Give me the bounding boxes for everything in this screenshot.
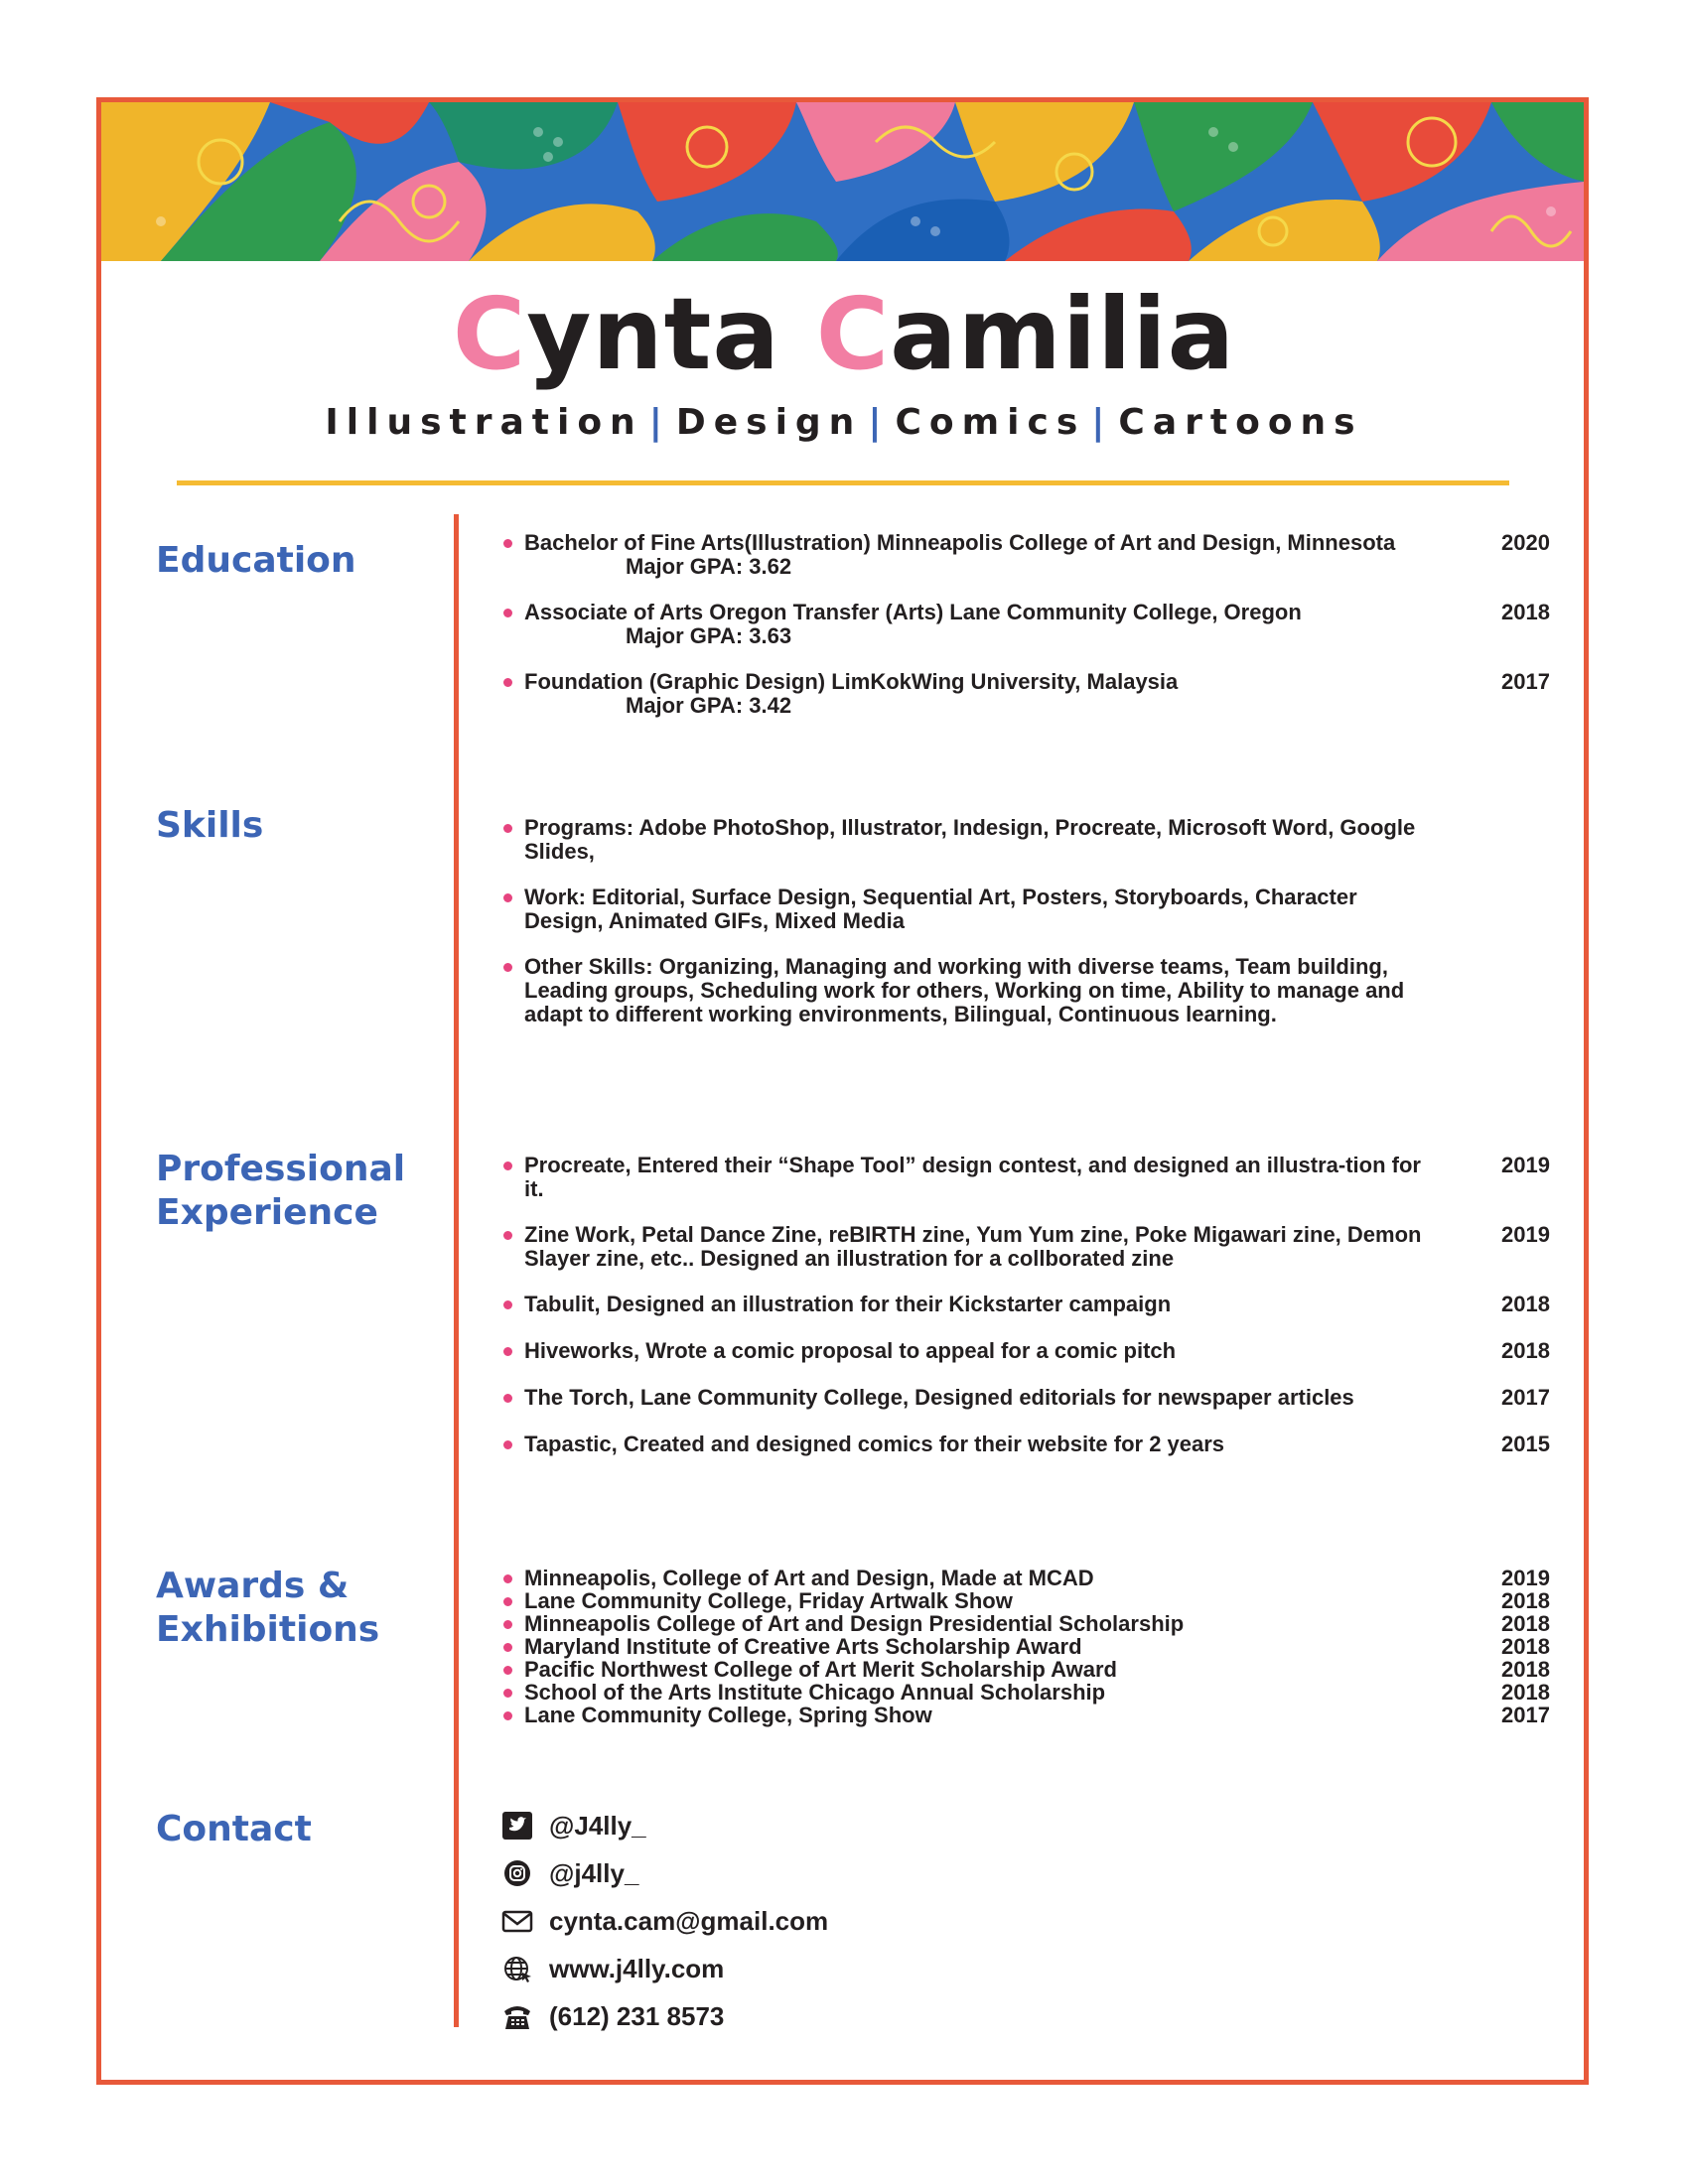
bullet-icon xyxy=(503,1300,512,1309)
bullet-icon xyxy=(503,1574,512,1583)
globe-icon xyxy=(501,1955,533,1982)
bullet-icon xyxy=(503,1161,512,1170)
bullet-icon xyxy=(503,678,512,687)
applicant-name: Cynta Camilia xyxy=(452,276,1236,392)
education-heading: Education xyxy=(156,540,356,581)
bullet-icon xyxy=(503,1440,512,1449)
bullet-icon xyxy=(503,1620,512,1629)
mail-icon xyxy=(501,1907,533,1935)
awards-heading: Awards & Exhibitions xyxy=(156,1566,380,1650)
bullet-icon xyxy=(503,1666,512,1675)
bullet-icon xyxy=(503,539,512,548)
experience-heading: Professional Experience xyxy=(156,1149,406,1233)
instagram-icon xyxy=(501,1859,533,1887)
bullet-icon xyxy=(503,609,512,617)
bullet-icon xyxy=(503,1347,512,1356)
specialty-tagline: Illustration | Design | Comics | Cartoons xyxy=(325,402,1363,443)
contact-heading: Contact xyxy=(156,1809,312,1849)
twitter-icon xyxy=(501,1812,533,1840)
skills-heading: Skills xyxy=(156,805,264,846)
bullet-icon xyxy=(503,1689,512,1698)
bullet-icon xyxy=(503,893,512,902)
bullet-icon xyxy=(503,1231,512,1240)
vertical-divider xyxy=(454,514,459,2027)
bullet-icon xyxy=(503,1643,512,1652)
header-divider xyxy=(177,480,1509,485)
illustrated-banner xyxy=(101,102,1584,261)
bullet-icon xyxy=(503,1597,512,1606)
bullet-icon xyxy=(503,1711,512,1720)
bullet-icon xyxy=(503,963,512,972)
bullet-icon xyxy=(503,824,512,833)
bullet-icon xyxy=(503,1394,512,1403)
page-border xyxy=(96,97,1589,2085)
telephone-icon xyxy=(501,2002,533,2030)
